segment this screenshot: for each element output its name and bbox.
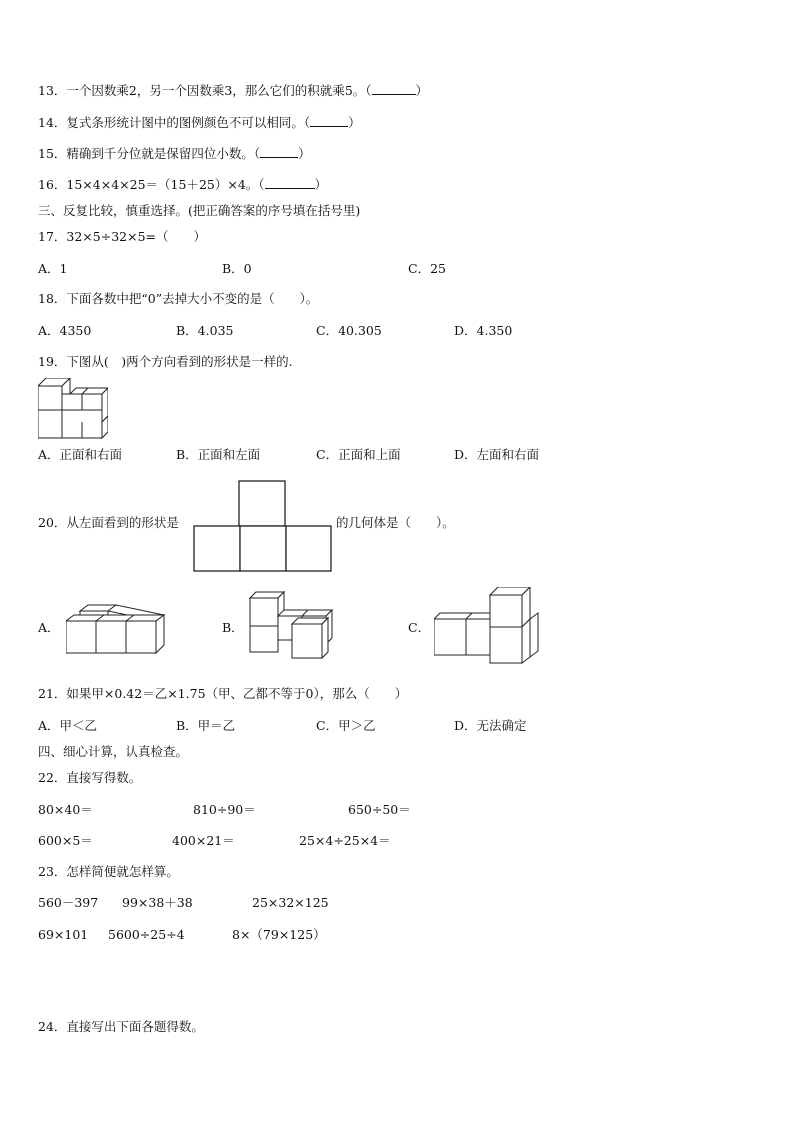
q18-option-b[interactable]: B．4.035 <box>176 323 234 338</box>
q22-item: 80×40＝ <box>38 802 93 817</box>
q19-option-d[interactable]: D．左面和右面 <box>454 447 540 462</box>
question-19-stem: 19．下图从( )两个方向看到的形状是一样的. <box>38 354 293 369</box>
q20-option-c[interactable]: C． <box>408 620 431 635</box>
question-17-stem: 17．32×5÷32×5=（ ） <box>38 229 207 244</box>
question-21-stem: 21．如果甲×0.42＝乙×1.75（甲、乙都不等于0），那么（ ） <box>38 686 408 701</box>
answer-blank[interactable] <box>310 115 348 127</box>
question-16-text: 16．15×4×4×25＝（15＋25）×4。（ <box>38 177 265 192</box>
q22-item: 600×5＝ <box>38 833 93 848</box>
question-18-stem: 18．下面各数中把“0”去掉大小不变的是（ ）。 <box>38 291 319 306</box>
question-15: 15．精确到千分位就是保留四位小数。（ ） <box>38 146 311 161</box>
answer-blank[interactable] <box>265 177 315 189</box>
section-3-heading: 三、反复比较，慎重选择。(把正确答案的序号填在括号里) <box>38 203 361 218</box>
q21-option-c[interactable]: C．甲＞乙 <box>316 718 376 733</box>
question-20-stem-pre: 20．从左面看到的形状是 <box>38 515 179 530</box>
q19-option-b[interactable]: B．正面和左面 <box>176 447 261 462</box>
q18-option-c[interactable]: C．40.305 <box>316 323 382 338</box>
q21-option-d[interactable]: D．无法确定 <box>454 718 527 733</box>
q19-option-a[interactable]: A．正面和右面 <box>38 447 123 462</box>
q21-option-a[interactable]: A．甲＜乙 <box>38 718 98 733</box>
q17-option-c[interactable]: C．25 <box>408 261 446 276</box>
q21-option-b[interactable]: B．甲＝乙 <box>176 718 236 733</box>
answer-blank[interactable] <box>372 83 416 95</box>
q23-item: 69×101 <box>38 927 89 942</box>
q20-option-c-figure[interactable] <box>434 587 542 665</box>
q23-item: 25×32×125 <box>252 895 329 910</box>
answer-blank[interactable] <box>260 146 298 158</box>
q17-option-b[interactable]: B．0 <box>222 261 252 276</box>
q20-left-view-figure <box>193 480 333 572</box>
question-13: 13．一个因数乘2，另一个因数乘3，那么它们的积就乘5。（ ） <box>38 83 429 98</box>
q20-option-b[interactable]: B． <box>222 620 244 635</box>
question-23-stem: 23．怎样简便就怎样算。 <box>38 864 179 879</box>
q22-item: 650÷50＝ <box>348 802 411 817</box>
question-14-text: 14．复式条形统计图中的图例颜色不可以相同。（ <box>38 115 311 130</box>
q23-item: 99×38＋38 <box>122 895 193 910</box>
q17-option-a[interactable]: A．1 <box>38 261 68 276</box>
q22-item: 810÷90＝ <box>193 802 256 817</box>
q19-option-c[interactable]: C．正面和上面 <box>316 447 401 462</box>
q20-option-b-figure[interactable] <box>248 590 336 660</box>
question-13-text: 13．一个因数乘2，另一个因数乘3，那么它们的积就乘5。（ <box>38 83 372 98</box>
q20-option-a[interactable]: A． <box>38 620 60 635</box>
q22-item: 25×4÷25×4＝ <box>299 833 391 848</box>
question-24-stem: 24．直接写出下面各题得数。 <box>38 1019 204 1034</box>
question-14: 14．复式条形统计图中的图例颜色不可以相同。（ ） <box>38 115 361 130</box>
section-4-heading: 四、细心计算，认真检查。 <box>38 744 189 759</box>
q18-option-d[interactable]: D．4.350 <box>454 323 513 338</box>
q23-item: 5600÷25÷4 <box>108 927 185 942</box>
q23-item: 560－397 <box>38 895 99 910</box>
question-20-stem-post: 的几何体是（ ）。 <box>336 515 455 530</box>
question-16: 16．15×4×4×25＝（15＋25）×4。（ ） <box>38 177 328 192</box>
q22-item: 400×21＝ <box>172 833 235 848</box>
q18-option-a[interactable]: A．4350 <box>38 323 92 338</box>
q19-cube-figure <box>38 378 108 440</box>
question-22-stem: 22．直接写得数。 <box>38 770 142 785</box>
q23-item: 8×（79×125） <box>232 927 326 942</box>
q20-option-a-figure[interactable] <box>66 603 166 655</box>
question-15-text: 15．精确到千分位就是保留四位小数。（ <box>38 146 261 161</box>
